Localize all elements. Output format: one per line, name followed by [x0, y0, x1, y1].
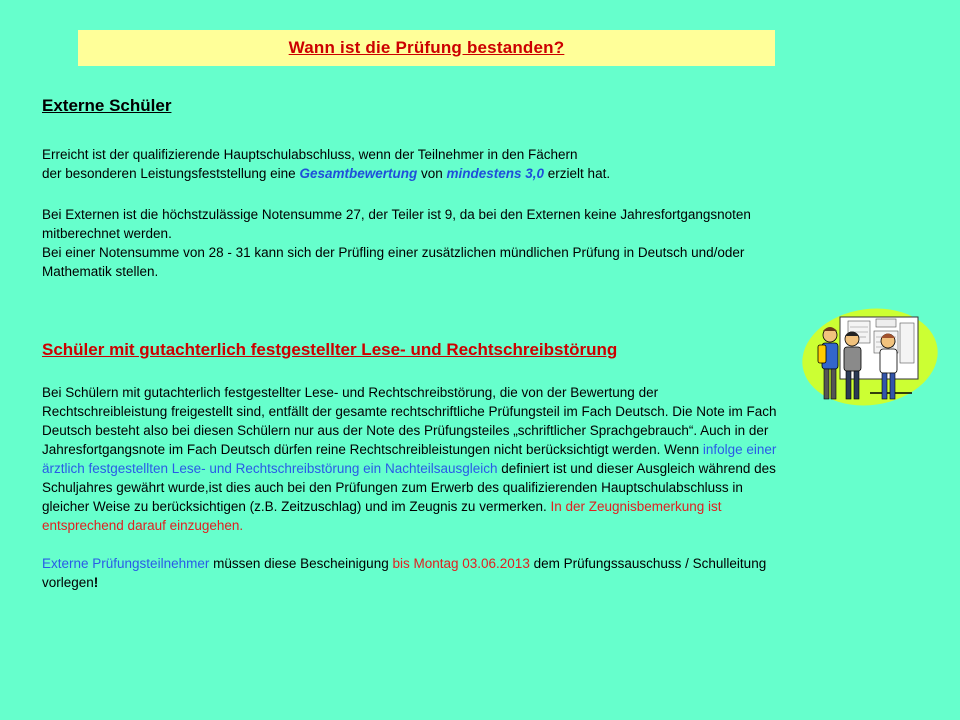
text-segment: von — [417, 166, 447, 181]
paragraph-bescheinigung — [42, 554, 922, 592]
text-segment: vorlegen — [42, 575, 94, 590]
text-segment: der besonderen Leistungsfeststellung eine — [42, 166, 300, 181]
text-line: Bei einer Notensumme von 28 - 31 kann sich der Prüfling einer zusätzlichen mündlichen Prüfung in Deutsch und/oder — [42, 245, 745, 260]
highlight-blue: ärztlich festgestellten Lese- und Rechtschreibstörung ein Nachteilsausgleich — [42, 461, 498, 476]
highlight-blue: Externe Prüfungsteilnehmer — [42, 556, 210, 571]
text-line — [42, 164, 922, 183]
highlight-red: In der Zeugnisbemerkung ist — [550, 499, 722, 514]
text-line: Erreicht ist der qualifizierende Hauptschulabschluss, wenn der Teilnehmer in den Fächern — [42, 147, 578, 162]
heading-lrs: Schüler mit gutachterlich festgestellter Lese- und Rechtschreibstörung — [42, 340, 618, 359]
text-line: entsprechend darauf einzugehen. — [42, 518, 244, 533]
text-segment: definiert ist und dieser Ausgleich während des — [497, 461, 776, 476]
text-line: Deutsch besteht also bei diesen Schülern nur aus der Note des Prüfungsteiles „schriftlicher Sprachgebrauch“. Auch in der — [42, 423, 769, 438]
text-line — [42, 440, 922, 459]
paragraph-lrs — [42, 383, 922, 535]
text-line: Schuljahres gewährt wurde,ist dies auch bei den Prüfungen zum Erwerb des qualifizierenden Hauptschulabschluss in — [42, 480, 743, 495]
page-title: Wann ist die Prüfung bestanden? — [288, 38, 565, 57]
text-segment: Jahresfortgangsnote im Fach Deutsch dürfen reine Rechtschreibleistungen nicht berücksichtigt werden. Wenn — [42, 442, 703, 457]
text-line: Rechtschreibleistung freigestellt sind, entfällt der gesamte rechtschriftliche Prüfungsteil im Fach Deutsch. Die Note im Fach — [42, 404, 777, 419]
text-line: Bei Schülern mit gutachterlich festgestellter Lese- und Rechtschreibstörung, die von der Bewertung der — [42, 385, 659, 400]
text-line: Mathematik stellen. — [42, 264, 159, 279]
text-segment: erzielt hat. — [544, 166, 611, 181]
text-line — [42, 554, 922, 573]
text-segment: gleicher Weise zu berücksichtigen (z.B. Zeitzuschlag) und im Zeugnis zu vermerken. — [42, 499, 551, 514]
exclamation-mark: ! — [93, 575, 99, 590]
heading-externe-schueler: Externe Schüler — [42, 96, 172, 115]
text-line — [42, 497, 922, 516]
text-line — [42, 459, 922, 478]
highlight-red: bis Montag 03.06.2013 — [392, 556, 530, 571]
text-line: mitberechnet werden. — [42, 226, 172, 241]
highlight-blue: infolge einer — [702, 442, 777, 457]
paragraph-notensumme — [42, 205, 922, 281]
paragraph-bestehen — [42, 145, 922, 183]
text-segment: müssen diese Bescheinigung — [209, 556, 393, 571]
text-line — [42, 573, 922, 592]
title-bar — [78, 30, 775, 66]
text-line: Bei Externen ist die höchstzulässige Notensumme 27, der Teiler ist 9, da bei den Externen keine Jahresfortgangsnoten — [42, 207, 751, 222]
emphasis-mindestens: mindestens 3,0 — [446, 166, 545, 181]
emphasis-gesamtbewertung: Gesamtbewertung — [299, 166, 418, 181]
text-segment: dem Prüfungssauschuss / Schulleitung — [529, 556, 767, 571]
